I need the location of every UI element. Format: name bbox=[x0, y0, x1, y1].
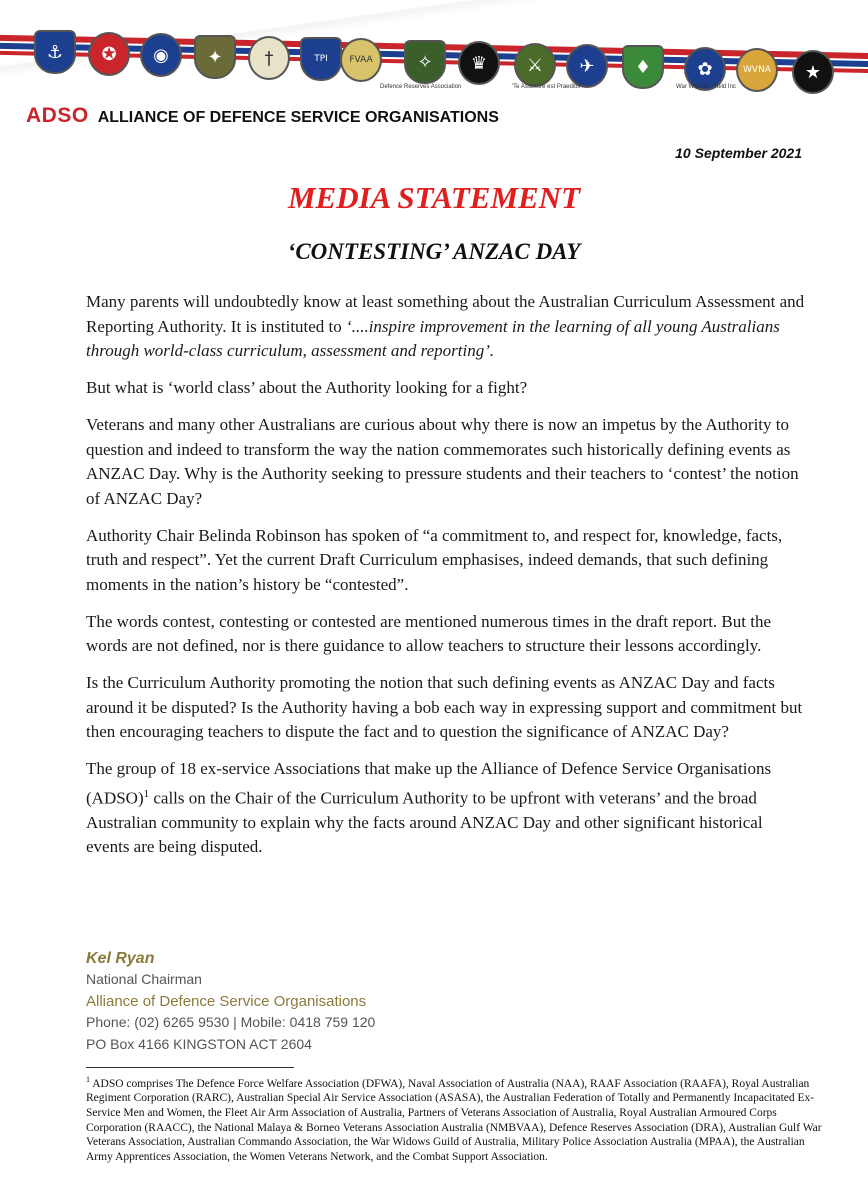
drа-emblem-icon: ✧ bbox=[404, 40, 446, 84]
war-widows-caption: War Widows' Guild Inc bbox=[676, 84, 736, 90]
war-widows-emblem-icon: ✿ bbox=[684, 47, 726, 91]
organisation-header bbox=[26, 104, 499, 128]
csa-emblem-icon: ★ bbox=[792, 50, 834, 94]
paragraph-4: Authority Chair Belinda Robinson has spoken of “a commitment to, and respect for, knowledge, facts, truth and respect”. Yet the current Draft Curriculum emphasises, indeed demands, that such defining moments in the nation’s history be “contested”. bbox=[86, 525, 783, 594]
partners-emblem-icon: ♦ bbox=[622, 45, 664, 89]
signatory-name: Kel Ryan bbox=[86, 950, 155, 967]
footnote-divider bbox=[86, 1067, 294, 1068]
footnote-reference: 1 bbox=[143, 787, 150, 800]
paragraph-3: Veterans and many other Australians are curious about why there is now an impetus by the Authority to question and indeed to transform the way the nation commemorates such historically defining events as ANZAC Day. Why is the Authority seeking to pressure students and their teachers to ‘contest’ the notion of ANZAC Day? bbox=[86, 415, 799, 508]
paragraph-5: The words contest, contesting or contested are mentioned numerous times in the draft report. But the words are not defined, nor is there guidance to allow teachers to structure their lessons accordingly. bbox=[86, 611, 772, 655]
signatory-organisation: Alliance of Defence Service Organisations bbox=[86, 992, 367, 1010]
statement-date: 10 September 2021 bbox=[675, 145, 802, 161]
member-emblems-banner bbox=[0, 0, 868, 96]
commando-badge-icon: ⚔ bbox=[514, 43, 556, 87]
statement-headline: ‘CONTESTING’ ANZAC DAY bbox=[287, 239, 581, 264]
signatory-role: National Chairman bbox=[86, 971, 202, 987]
footnote-marker: 1 bbox=[86, 1075, 90, 1084]
rarc-crest-icon: ✪ bbox=[88, 32, 130, 76]
paragraph-2: But what is ‘world class’ about the Authority looking for a fight? bbox=[86, 378, 528, 397]
footnote-text: ADSO comprises The Defence Force Welfare Association (DFWA), Naval Association of Australia (NAA), RAAF Association (RAAFA), Royal Australian Regiment Corporation (RARC), Australian Special Air Service Association (ASASA), the Australian Federation of Totally and Permanently Incapacitated Ex-Service Men and Women, the Fleet Air Arm Association of Australia, Partners of Veterans Association of Australia, Royal Australian Armoured Corps Corporation (RAACC), the National Malaya & Borneo Veterans Association Australia (NMBVAA), Defence Reserves Association (DRA), Australian Gulf War Veterans Association, Australian Commando Association, the War Widows Guild of Australia, Military Police Association Australia (MPAA), the Australian Army Apprentices Association, the Women Veterans Network, and the Combat Support Association. bbox=[86, 1077, 822, 1163]
commando-caption: 'Te Assistere est Praeditis' bbox=[512, 84, 582, 90]
signature-block bbox=[86, 948, 375, 1055]
wvna-emblem-icon: WVNA bbox=[736, 48, 778, 92]
organisation-name: ALLIANCE OF DEFENCE SERVICE ORGANISATIONS bbox=[97, 109, 499, 126]
navy-crest-icon: ⚓ bbox=[34, 30, 76, 74]
dra-caption: Defence Reserves Association bbox=[380, 84, 462, 90]
tpi-emblem-icon: TPI bbox=[300, 37, 342, 81]
organisation-abbreviation: ADSO bbox=[26, 104, 89, 127]
sas-winged-dagger-icon: † bbox=[248, 36, 290, 80]
paragraph-7: The group of 18 ex-service Associations that make up the Alliance of Defence Service Organisations (ADSO)$^1$ calls on the Chair of the Curriculum Authority to be upfront with veterans’ and the broad Australian community to explain why the facts around ANZAC Day and other significant historical events are being disputed. bbox=[86, 759, 772, 857]
army-badge-icon: ✦ bbox=[194, 35, 236, 79]
footnote bbox=[86, 1073, 826, 1164]
raafa-roundel-icon: ◉ bbox=[140, 33, 182, 77]
fvaa-emblem-icon: FVAA bbox=[340, 38, 382, 82]
paragraph-6: Is the Curriculum Authority promoting the notion that such defining events as ANZAC Day and facts around it be disputed? Is the Authority having a bob each way in expressing support and commitment but then encouraging teachers to dispute the fact and to question the significance of ANZAC Day? bbox=[86, 673, 803, 741]
contact-phone: Phone: (02) 6265 9530 | Mobile: 0418 759 120 bbox=[86, 1014, 376, 1030]
gulf-war-crest-icon: ♛ bbox=[458, 41, 500, 85]
fleet-air-arm-wings-icon: ✈ bbox=[566, 44, 608, 88]
curriculum-mission-quote: ‘....inspire improvement in the learning of all young Australians through world-class curriculum, assessment and reporting’. bbox=[86, 316, 780, 360]
media-statement-title: MEDIA STATEMENT bbox=[287, 180, 581, 215]
paragraph-1: Many parents will undoubtedly know at least something about the Australian Curriculum Assessment and Reporting Authority. It is instituted to ‘....inspire improvement in the learning of all young Australians through world-class curriculum, assessment and reporting’. bbox=[86, 292, 805, 360]
postal-address: PO Box 4166 KINGSTON ACT 2604 bbox=[86, 1035, 312, 1052]
statement-body bbox=[86, 290, 806, 872]
